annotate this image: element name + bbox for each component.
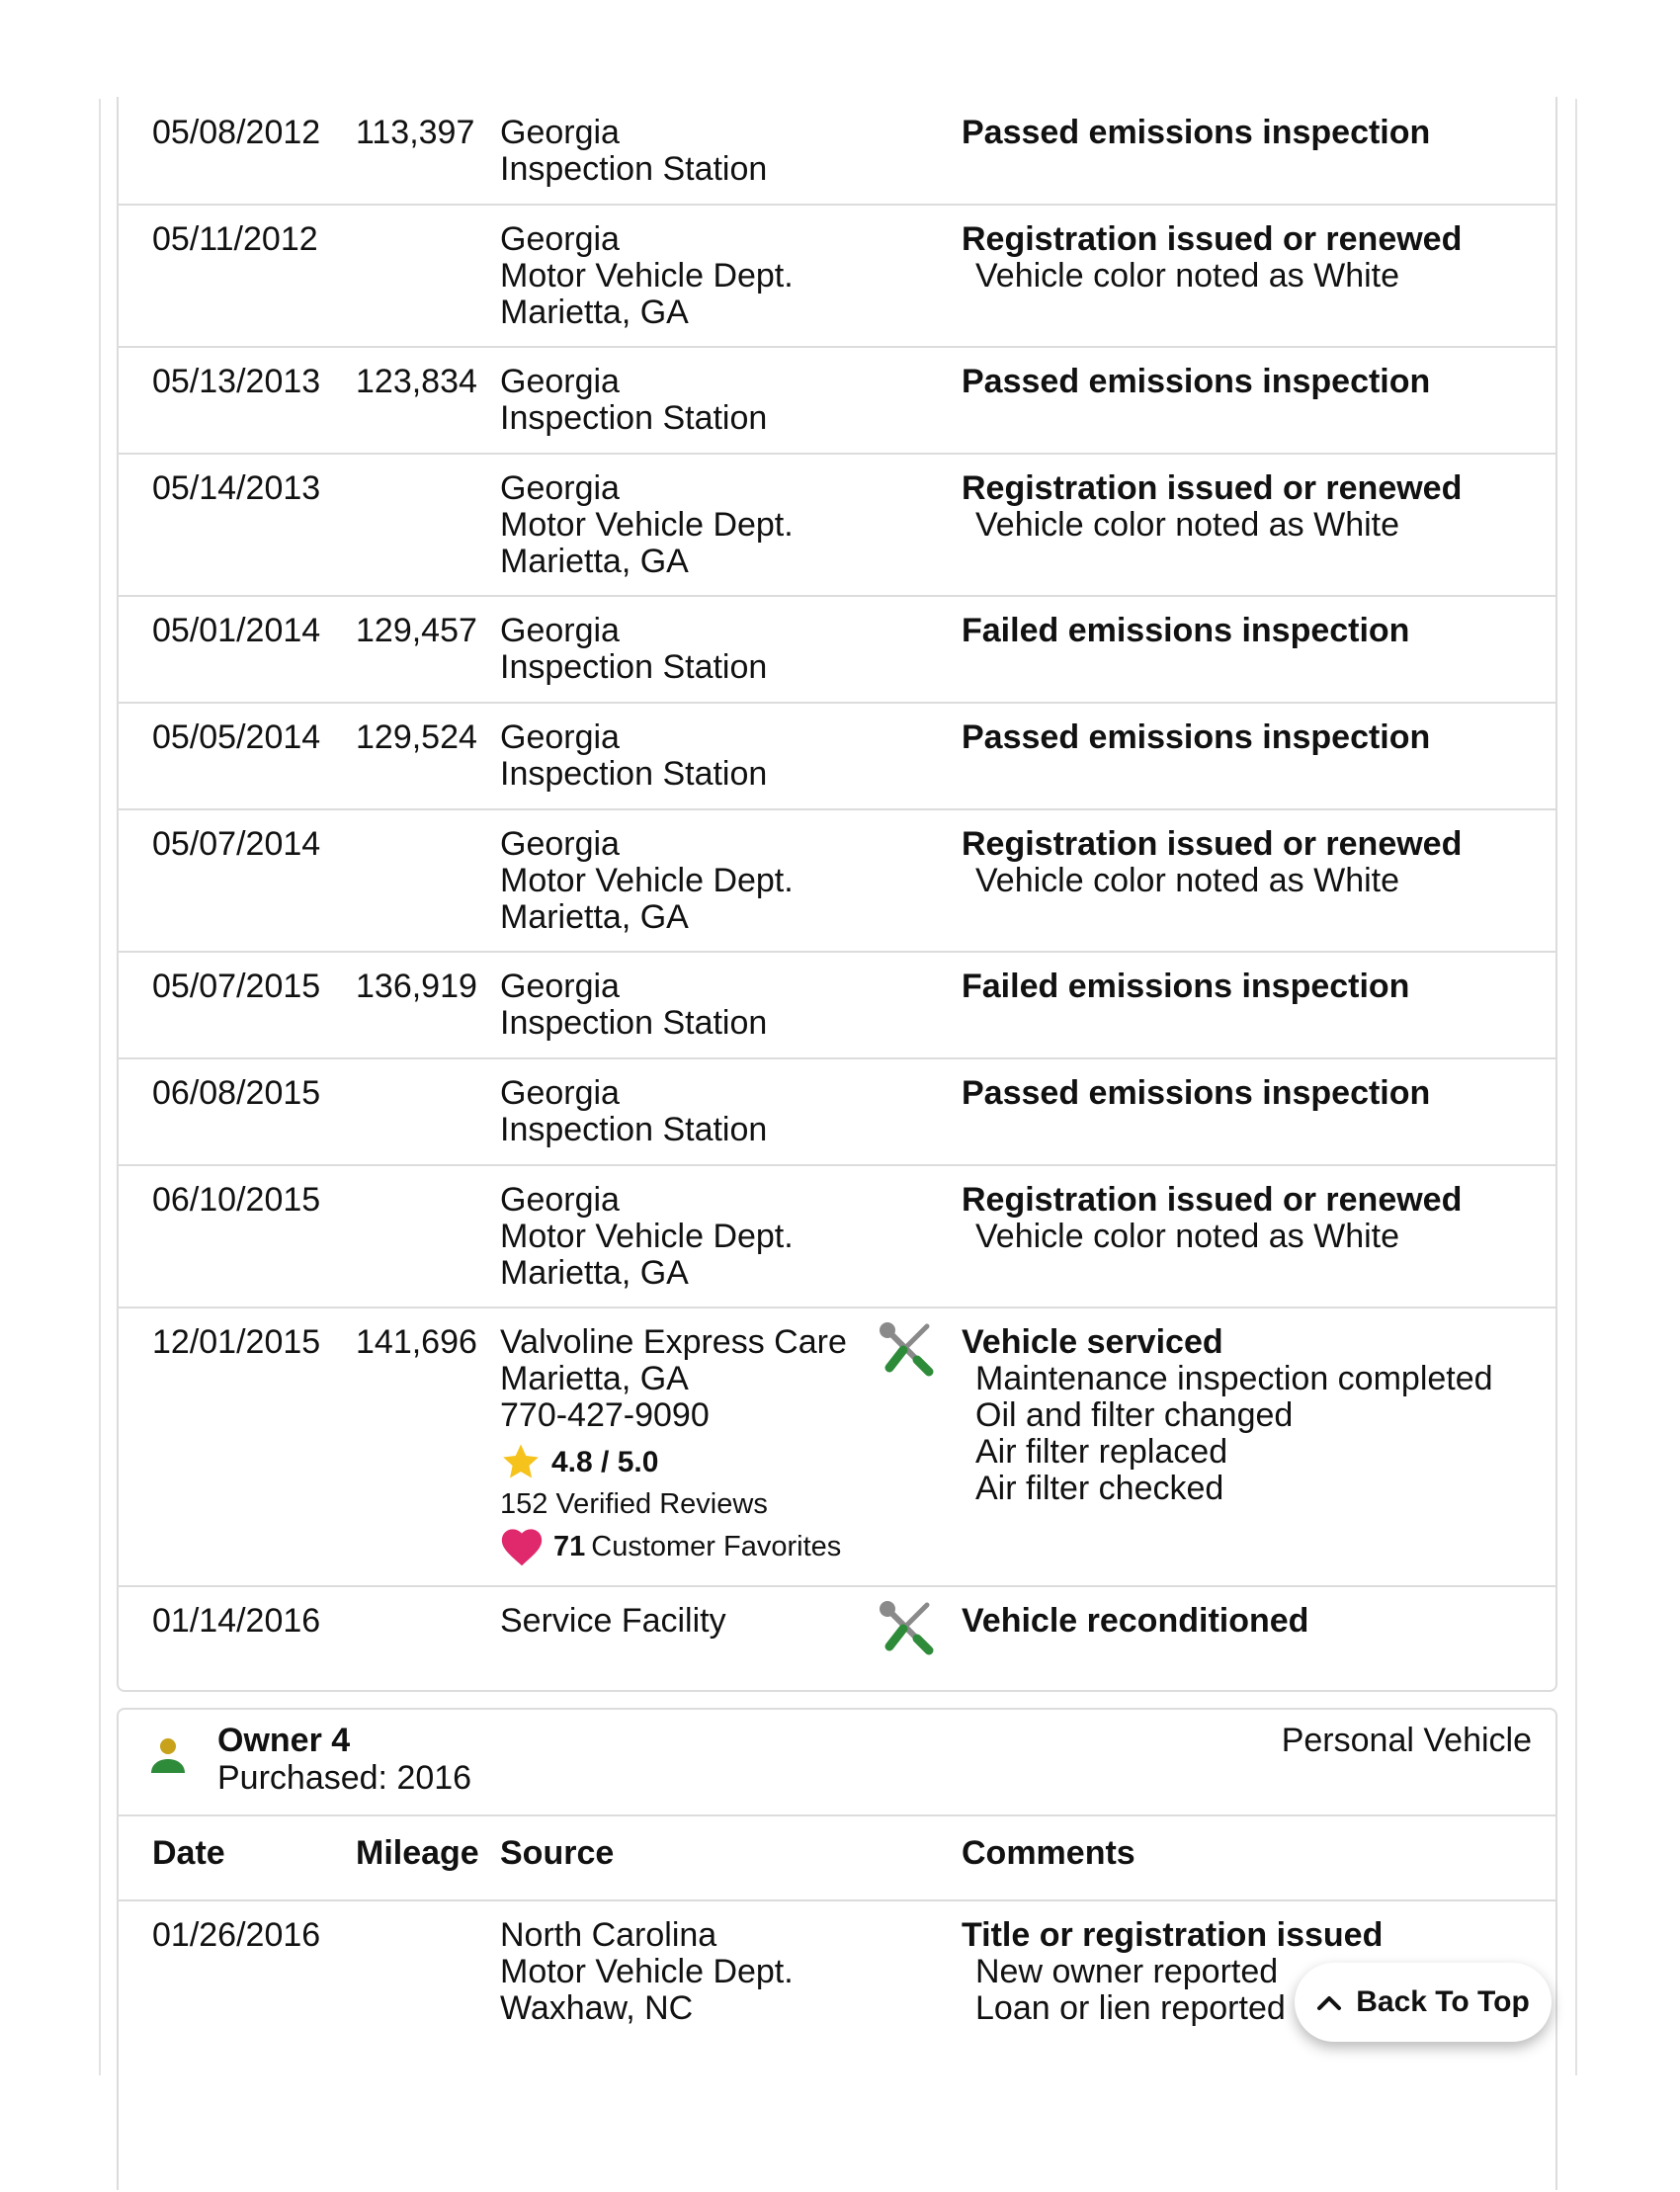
row-comments: Registration issued or renewed Vehicle color noted as White [962,825,1463,899]
table-row [119,808,1555,951]
owner3-history-card [117,97,1557,1692]
row-comments: Failed emissions inspection [962,968,1410,1005]
table-row [119,1307,1555,1585]
row-comments: Failed emissions inspection [962,612,1410,649]
row-comments: Passed emissions inspection [962,114,1431,151]
row-source: Georgia Inspection Station [500,612,768,686]
row-source: Service Facility [500,1602,726,1640]
row-date: 05/07/2015 [152,968,321,1005]
row-comments: Registration issued or renewed Vehicle color noted as White [962,220,1463,295]
verified-reviews-link[interactable]: 152 Verified Reviews [500,1488,768,1520]
table-row [119,346,1555,453]
row-date: 05/14/2013 [152,469,321,507]
row-source: Georgia Inspection Station [500,114,768,188]
service-facility-phone[interactable]: 770-427-9090 [500,1396,710,1434]
row-source: Georgia Motor Vehicle Dept. Marietta, GA [500,1181,794,1292]
row-source: Georgia Inspection Station [500,718,768,793]
row-source: Georgia Motor Vehicle Dept. Marietta, GA [500,825,794,936]
row-date: 12/01/2015 [152,1323,321,1361]
row-mileage: 141,696 [356,1323,477,1361]
customer-favorites: 71 Customer Favorites [500,1525,847,1568]
table-row [119,97,1555,204]
row-comments: Vehicle serviced Maintenance inspection completed Oil and filter changed Air filter replaced Air filter checked [962,1323,1493,1507]
table-row [119,702,1555,808]
chevron-up-icon [1316,1993,1342,2011]
table-row [119,951,1555,1057]
row-source: Georgia Inspection Station [500,968,768,1042]
row-source: Georgia Motor Vehicle Dept. Marietta, GA [500,469,794,580]
row-date: 05/11/2012 [152,220,318,258]
row-source: Georgia Inspection Station [500,363,768,437]
owner-purchased: Purchased: 2016 [217,1759,472,1797]
col-header-source: Source [500,1834,615,1872]
page-right-border [1575,99,1577,2075]
page-left-border [99,99,101,2075]
row-date: 05/08/2012 [152,114,321,151]
row-source: Valvoline Express Care Marietta, GA 770-427-9090 4.8 / 5.0 152 Verified Reviews 71 Customer Favorites [500,1324,847,1568]
owner4-header [117,1708,1557,1816]
table-row [119,1164,1555,1307]
table-row [119,204,1555,346]
row-comments: Passed emissions inspection [962,1074,1431,1112]
row-date: 06/08/2015 [152,1074,321,1112]
table-row [119,1899,1555,2192]
row-date: 05/07/2014 [152,825,321,863]
col-header-mileage: Mileage [356,1834,479,1872]
row-comments: Registration issued or renewed Vehicle color noted as White [962,469,1463,544]
table-row [119,453,1555,595]
row-mileage: 136,919 [356,968,477,1005]
row-mileage: 113,397 [356,114,475,151]
col-header-comments: Comments [962,1834,1135,1872]
table-row [119,595,1555,702]
row-source: North Carolina Motor Vehicle Dept. Waxhaw, NC [500,1916,794,2027]
row-mileage: 129,457 [356,612,477,649]
row-date: 05/13/2013 [152,363,321,400]
row-source: Georgia Motor Vehicle Dept. Marietta, GA [500,220,794,331]
heart-icon [500,1526,544,1567]
row-mileage: 123,834 [356,363,477,400]
table-row [119,1585,1555,1692]
owner-vehicle-type: Personal Vehicle [1281,1722,1532,1759]
row-comments: Vehicle reconditioned [962,1602,1309,1640]
star-icon [500,1441,542,1482]
back-to-top-label: Back To Top [1356,1985,1530,2018]
row-comments: Passed emissions inspection [962,718,1431,756]
owner-name: Owner 4 [217,1722,351,1759]
row-source: Georgia Inspection Station [500,1074,768,1148]
service-facility-link[interactable]: Valvoline Express Care [500,1323,847,1361]
row-date: 05/01/2014 [152,612,321,649]
row-date: 05/05/2014 [152,718,321,756]
row-date: 01/26/2016 [152,1916,321,1954]
col-header-date: Date [152,1834,225,1872]
row-date: 01/14/2016 [152,1602,321,1640]
back-to-top-button[interactable] [1295,1963,1552,2042]
facility-rating: 4.8 / 5.0 [500,1440,847,1483]
row-comments: Registration issued or renewed Vehicle color noted as White [962,1181,1463,1255]
wrench-screwdriver-icon [878,1318,937,1378]
row-comments: Title or registration issued New owner reported Loan or lien reported [962,1916,1384,2027]
wrench-screwdriver-icon [878,1597,937,1656]
row-mileage: 129,524 [356,718,477,756]
table-row [119,1057,1555,1164]
row-comments: Passed emissions inspection [962,363,1431,400]
table-header [119,1816,1555,1899]
person-icon [148,1735,188,1775]
row-date: 06/10/2015 [152,1181,321,1219]
